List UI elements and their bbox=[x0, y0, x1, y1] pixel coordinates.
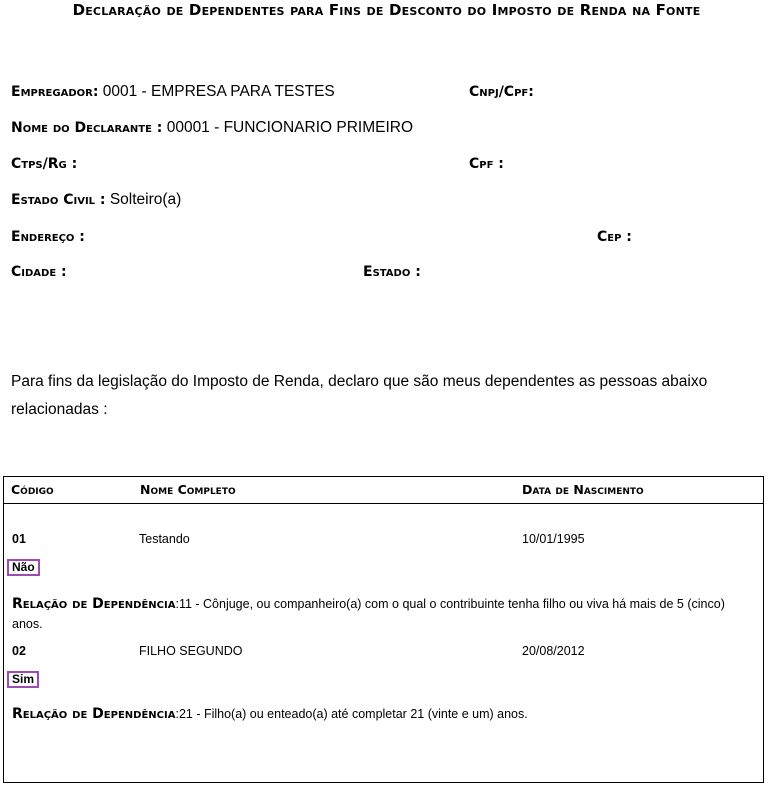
document-title: Declaração de Dependentes para Fins de Desconto do Imposto de Renda na Fonte bbox=[72, 1, 701, 19]
cidade-label: Cidade : bbox=[11, 264, 67, 280]
field-empregador bbox=[11, 83, 335, 101]
field-declarante bbox=[11, 119, 413, 137]
field-endereco bbox=[11, 228, 85, 246]
table-header bbox=[4, 477, 763, 504]
declaration-text: Para fins da legislação do Imposto de Renda, declaro que são meus dependentes as pessoas abaixo relacionadas : bbox=[11, 373, 708, 418]
cep-label: Cep : bbox=[597, 229, 632, 245]
cnpj-label: Cnpj/Cpf: bbox=[469, 84, 534, 100]
ctps-label: Ctps/Rg : bbox=[11, 156, 78, 172]
field-ctps bbox=[11, 155, 77, 173]
relacao-label: Relação de Dependência bbox=[12, 596, 176, 612]
endereco-label: Endereço : bbox=[11, 229, 85, 245]
estado-civil-value: Solteiro(a) bbox=[109, 191, 182, 208]
status-badge: Não bbox=[7, 559, 40, 576]
field-estado bbox=[363, 263, 421, 281]
row-nome: FILHO SEGUNDO bbox=[139, 644, 243, 658]
row-nome: Testando bbox=[139, 532, 190, 546]
cpf-label: Cpf : bbox=[469, 156, 504, 172]
empregador-value: 0001 - EMPRESA PARA TESTES bbox=[102, 83, 335, 100]
estado-label: Estado : bbox=[363, 264, 421, 280]
row-nascimento: 10/01/1995 bbox=[522, 532, 585, 546]
field-cidade bbox=[11, 263, 67, 281]
row-nascimento: 20/08/2012 bbox=[522, 644, 585, 658]
relacao-dependencia bbox=[12, 594, 756, 634]
declarante-value: 00001 - FUNCIONARIO PRIMEIRO bbox=[166, 119, 414, 136]
row-codigo: 01 bbox=[12, 532, 26, 546]
field-cep bbox=[597, 228, 632, 246]
field-estado-civil bbox=[11, 191, 181, 209]
relacao-value: :11 - Cônjuge, ou companheiro(a) com o qual o contribuinte tenha filho ou viva há mais de 5 (cinco) anos. bbox=[12, 597, 725, 631]
relacao-label: Relação de Dependência bbox=[12, 706, 176, 722]
header-nome: Nome Completo bbox=[140, 482, 236, 497]
field-cpf bbox=[469, 155, 504, 173]
estado-civil-label: Estado Civil : bbox=[11, 192, 106, 208]
dependents-table bbox=[3, 476, 764, 783]
declarante-label: Nome do Declarante : bbox=[11, 120, 163, 136]
relacao-dependencia bbox=[12, 704, 756, 724]
empregador-label: Empregador: bbox=[11, 84, 99, 100]
header-nascimento: Data de Nascimento bbox=[522, 482, 644, 497]
row-codigo: 02 bbox=[12, 644, 26, 658]
status-badge: Sim bbox=[7, 671, 39, 688]
header-codigo: Código bbox=[11, 482, 54, 497]
field-cnpj bbox=[469, 83, 534, 101]
relacao-value: :21 - Filho(a) ou enteado(a) até completar 21 (vinte e um) anos. bbox=[175, 707, 528, 721]
